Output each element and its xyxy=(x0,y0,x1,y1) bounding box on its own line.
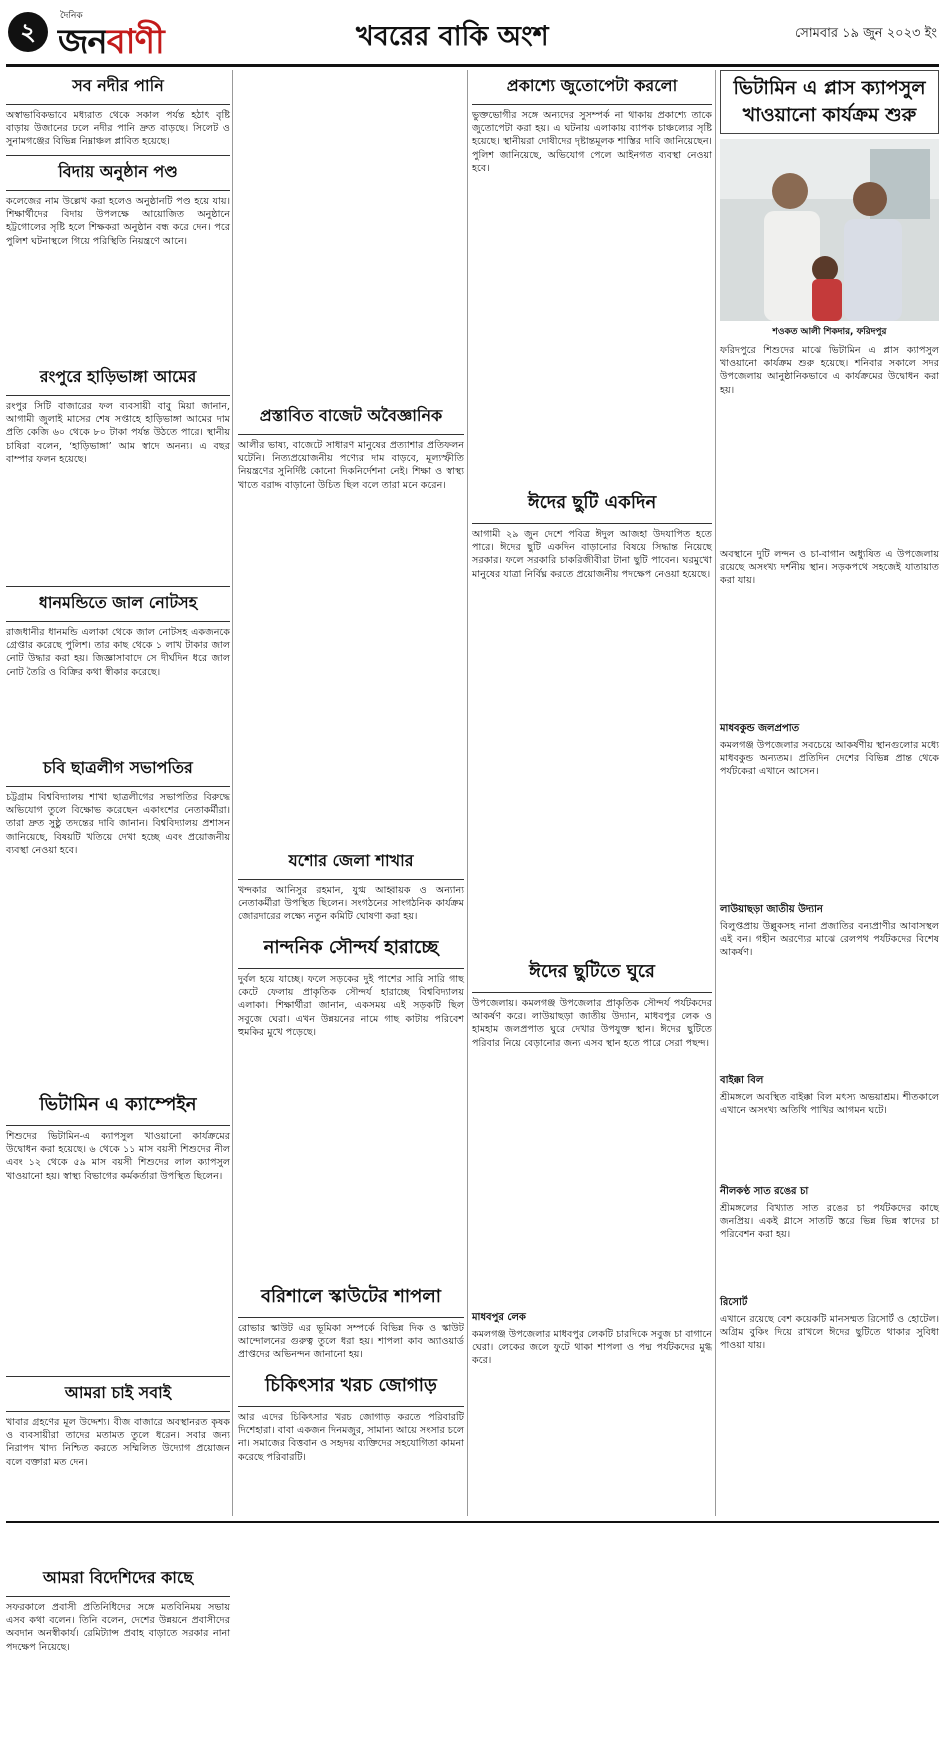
article xyxy=(238,1279,464,1362)
photo-illustration xyxy=(720,139,939,321)
article-headline[interactable]: বিদায় অনুষ্ঠান পণ্ড xyxy=(6,155,230,191)
article-body: আগামী ২৯ জুন দেশে পবিত্র ঈদুল আজহা উদযাপিত হতে পারে। ঈদের ছুটি একদিন বাড়ানোর বিষয়ে সিদ্ধান্ত নিয়েছে সরকার। ফলে সরকারি চাকরিজীবীরা টানা ছুটি পাবেন। ঘরমুখো মানুষের যাত্রা নির্বিঘ্ন করতে প্রয়োজনীয় পদক্ষেপ নেওয়া হয়েছে। xyxy=(472,529,712,580)
page-bottom-rule xyxy=(6,1521,939,1523)
issue-date: সোমবার ১৯ জুন ২০২৩ ইং xyxy=(795,26,937,41)
article-headline[interactable]: চিকিৎসার খরচ জোগাড় xyxy=(238,1368,464,1407)
article-headline[interactable]: আমরা চাই সবাই xyxy=(6,1376,230,1412)
article xyxy=(6,1087,230,1370)
article-body: রোভার স্কাউট এর ভূমিকা সম্পর্কে বিভিন্ন দিক ও স্কাউট আন্দোলনের গুরুত্ব তুলে ধরা হয়। শাপলা কাব অ্যাওয়ার্ড প্রাপ্তদের অভিনন্দন জানানো হয়। xyxy=(238,1323,464,1361)
article-headline[interactable]: ঈদের ছুটি একদিন xyxy=(472,485,712,524)
article-body: কমলগঞ্জ উপজেলার সবচেয়ে আকর্ষণীয় স্থানগুলোর মধ্যে মাধবকুন্ড অন্যতম। প্রতিদিন দেশের বিভিন্ন প্রান্ত থেকে পর্যটকেরা এখানে আসেন। xyxy=(720,740,939,778)
article-body: রাজধানীর ধানমন্ডি এলাকা থেকে জাল নোটসহ একজনকে গ্রেপ্তার করেছে পুলিশ। তার কাছ থেকে ১ লাখ টাকার জাল নোট উদ্ধার করা হয়। জিজ্ঞাসাবাদে সে দীর্ঘদিন ধরে জাল নোট তৈরি ও বিক্রির কথা স্বীকার করেছে। xyxy=(6,627,230,678)
article-headline[interactable]: যশোর জেলা শাখার xyxy=(238,845,464,880)
section-title: খবরের বাকি অংশ xyxy=(356,21,549,52)
article xyxy=(238,400,464,839)
article xyxy=(238,845,464,924)
article-headline[interactable]: আমরা বিদেশিদের কাছে xyxy=(6,1562,230,1597)
photo-caption: শওকত আলী শিকদার, ফরিদপুর xyxy=(772,327,887,337)
article-body: সফরকালে প্রবাসী প্রতিনিধিদের সঙ্গে মতবিনিময় সভায় এসব কথা বলেন। তিনি বলেন, দেশের উন্নয়নে প্রবাসীদের অবদান অনস্বীকার্য। রেমিট্যান্স প্রবাহ বাড়াতে সরকার নানা পদক্ষেপ নিয়েছে। xyxy=(6,1602,230,1653)
article-headline[interactable]: প্রস্তাবিত বাজেট অবৈজ্ঞানিক xyxy=(238,400,464,435)
column-1 xyxy=(6,70,230,1653)
column-3 xyxy=(472,70,712,1520)
page-number: ২ xyxy=(8,12,48,52)
article-body: দুর্বল হয়ে যাচ্ছে। ফলে সড়কের দুই পাশের সারি সারি গাছ কেটে ফেলায় প্রাকৃতিক সৌন্দর্য হারাচ্ছে বিশ্ববিদ্যালয় এলাকা। শিক্ষার্থীরা জানান, একসময় এই সড়কটি ছিল সবুজে ঘেরা। এখন উন্নয়নের নামে গাছ কাটায় পরিবেশ হুমকির মুখে পড়েছে। xyxy=(238,974,464,1038)
article-body: আর এদের চিকিৎসার খরচ জোগাড় করতে পরিবারটি দিশেহারা। বাবা একজন দিনমজুর, সামান্য আয়ে সংসার চলে না। সমাজের বিত্তবান ও সহৃদয় ব্যক্তিদের সহযোগিতা কামনা করেছে পরিবারটি। xyxy=(238,1412,464,1463)
logo-part-2: বাণী xyxy=(106,22,164,62)
article-body: এখানে রয়েছে বেশ কয়েকটি মানসম্মত রিসোর্ট ও হোটেল। অগ্রিম বুকিং দিয়ে রাখলে ঈদের ছুটিতে থাকার সুবিধা পাওয়া যায়। xyxy=(720,1314,939,1352)
article-body: উপজেলায়। কমলগঞ্জ উপজেলার প্রাকৃতিক সৌন্দর্য পর্যটকদের আকর্ষণ করে। লাউয়াছড়া জাতীয় উদ্যান, মাধবপুর লেক ও হামহাম জলপ্রপাত ঘুরে দেখার উপযুক্ত স্থান। ঈদের ছুটিতে পরিবার নিয়ে বেড়ানোর জন্য এসব স্থান হতে পারে সেরা পছন্দ। xyxy=(472,998,712,1049)
article-body: বিলুপ্তপ্রায় উল্লুকসহ নানা প্রজাতির বন্যপ্রাণীর আবাসস্থল এই বন। গহীন অরণ্যের মাঝে রেলপথ পর্যটকদের বিশেষ আকর্ষণ। xyxy=(720,921,939,959)
column-rule xyxy=(232,70,233,1516)
article-subhead: মাধবপুর লেক xyxy=(472,1312,526,1323)
article xyxy=(6,752,230,1081)
newspaper-logo xyxy=(58,16,164,73)
article xyxy=(472,954,712,1508)
article-subhead: রিসোর্ট xyxy=(720,1297,748,1308)
article-subhead: মাধবকুন্ড জলপ্রপাত xyxy=(720,723,800,734)
masthead xyxy=(6,4,939,67)
article xyxy=(6,586,230,746)
column-4 xyxy=(720,70,939,1520)
news-photo xyxy=(720,139,939,321)
column-rule xyxy=(715,70,716,1516)
article-body: ফরিদপুরে শিশুদের মাঝে ভিটামিন এ প্লাস ক্যাপসুল খাওয়ানো কার্যক্রম শুরু হয়েছে। শনিবার সকালে সদর উপজেলায় আনুষ্ঠানিকভাবে এ কার্যক্রমের উদ্বোধন করা হয়। xyxy=(720,345,939,396)
article xyxy=(472,70,712,479)
article-body: অস্বাভাবিকভাবে মধ্যরাত থেকে সকাল পর্যন্ত হঠাৎ বৃষ্টি বাড়ায় উজানের ঢলে নদীর পানি দ্রুত বাড়ছে। সিলেট ও সুনামগঞ্জের বিভিন্ন নিম্নাঞ্চল প্লাবিত হয়েছে। xyxy=(6,110,230,148)
article-headline[interactable]: বরিশালে স্কাউটের শাপলা xyxy=(238,1279,464,1318)
article-body: কলেজের নাম উল্লেখ করা হলেও অনুষ্ঠানটি পণ্ড হয়ে যায়। শিক্ষার্থীদের বিদায় উপলক্ষে আয়োজিত অনুষ্ঠানে হট্টগোলের সৃষ্টি হলে শিক্ষকরা অনুষ্ঠান বন্ধ করে দেন। পরে পুলিশ ঘটনাস্থলে গিয়ে পরিস্থিতি নিয়ন্ত্রণে আনে। xyxy=(6,196,230,247)
article xyxy=(6,70,230,149)
article-headline[interactable]: সব নদীর পানি xyxy=(6,70,230,105)
article-body: খন্দকার আনিসুর রহমান, যুগ্ম আহ্বায়ক ও অন্যান্য নেতাকর্মীরা উপস্থিত ছিলেন। সংগঠনের সাংগঠনিক কার্যক্রম জোরদারের লক্ষ্যে নতুন কমিটি ঘোষণা করা হয়। xyxy=(238,885,464,923)
article-body: ভুক্তভোগীর সঙ্গে অন্যদের সুসম্পর্ক না থাকায় প্রকাশ্যে তাকে জুতোপেটা করা হয়। এ ঘটনায় এলাকায় ব্যাপক চাঞ্চল্যের সৃষ্টি হয়েছে। স্থানীয়রা দোষীদের দৃষ্টান্তমূলক শাস্তির দাবি জানিয়েছেন। পুলিশ জানিয়েছে, অভিযোগ পেলে আইনগত ব্যবস্থা নেওয়া হবে। xyxy=(472,110,712,174)
feature-headline[interactable]: ভিটামিন এ প্লাস ক্যাপসুল খাওয়ানো কার্যক্রম শুরু xyxy=(720,70,939,134)
article-body: রংপুর সিটি বাজারের ফল ব্যবসায়ী বাবু মিয়া জানান, আগামী জুলাই মাসের শেষ সপ্তাহে হাড়িভাঙ্গা আমের দাম প্রতি কেজি ৬০ থেকে ৮০ টাকা পর্যন্ত উঠতে পারে। স্থানীয় চাষিরা বলেন, ‘হাড়িভাঙ্গা’ আম স্বাদে অনন্য। এ বছর বাম্পার ফলন হয়েছে। xyxy=(6,401,230,465)
article xyxy=(6,1562,230,1741)
article-headline[interactable]: রংপুরে হাড়িভাঙ্গা আমের xyxy=(6,361,230,396)
article xyxy=(6,1376,230,1556)
article xyxy=(6,155,230,355)
article-headline[interactable]: ঈদের ছুটিতে ঘুরে xyxy=(472,954,712,993)
article-headline[interactable]: চবি ছাত্রলীগ সভাপতির xyxy=(6,752,230,787)
article xyxy=(238,930,464,1273)
daily-label: দৈনিক xyxy=(60,11,83,21)
column-2 xyxy=(238,70,464,1520)
article-body: কমলগঞ্জ উপজেলার মাধবপুর লেকটি চারদিকে সবুজ চা বাগানে ঘেরা। লেকের জলে ফুটে থাকা শাপলা ও পদ্ম পর্যটকদের মুগ্ধ করে। xyxy=(472,1329,712,1367)
article-headline[interactable]: ধানমন্ডিতে জাল নোটসহ xyxy=(6,586,230,622)
article-headline[interactable]: ভিটামিন এ ক্যাম্পেইন xyxy=(6,1087,230,1126)
article-headline[interactable]: নান্দনিক সৌন্দর্য হারাচ্ছে xyxy=(238,930,464,969)
article-body: খাবার গ্রহণের মূল উদ্দেশ্য। বীজ বাজারে অবস্থানরত কৃষক ও ব্যবসায়ীরা তাদের মতামত তুলে ধরেন। সবার জন্য নিরাপদ খাদ্য নিশ্চিত করতে সম্মিলিত উদ্যোগ প্রয়োজন বলে বক্তারা মত দেন। xyxy=(6,1417,230,1468)
article-body: চট্টগ্রাম বিশ্ববিদ্যালয় শাখা ছাত্রলীগের সভাপতির বিরুদ্ধে অভিযোগ তুলে বিক্ষোভ করেছেন একাংশের নেতাকর্মীরা। তারা দ্রুত সুষ্ঠু তদন্তের দাবি জানান। বিশ্ববিদ্যালয় প্রশাসন জানিয়েছে, বিষয়টি খতিয়ে দেখা হচ্ছে এবং প্রয়োজনীয় ব্যবস্থা নেওয়া হবে। xyxy=(6,792,230,856)
article-body: শ্রীমঙ্গলের বিখ্যাত সাত রঙের চা পর্যটকদের কাছে জনপ্রিয়। একই গ্লাসে সাতটি স্তরে ভিন্ন ভিন্ন স্বাদের চা পরিবেশন করা হয়। xyxy=(720,1203,939,1241)
article-subhead: বাইক্কা বিল xyxy=(720,1075,764,1086)
article-subhead: লাউয়াছড়া জাতীয় উদ্যান xyxy=(720,904,823,915)
article xyxy=(238,1368,464,1611)
article-subhead: নীলকণ্ঠ সাত রঙের চা xyxy=(720,1186,809,1197)
column-rule xyxy=(467,70,468,1516)
article-body: শিশুদের ভিটামিন-এ ক্যাপসুল খাওয়ানো কার্যক্রমের উদ্বোধন করা হয়েছে। ৬ থেকে ১১ মাস বয়সী শিশুদের নীল এবং ১২ থেকে ৫৯ মাস বয়সী শিশুদের লাল ক্যাপসুল খাওয়ানো হয়। স্বাস্থ্য বিভাগের কর্মকর্তারা উপস্থিত ছিলেন। xyxy=(6,1131,230,1182)
article xyxy=(6,361,230,580)
article-body: শ্রীমঙ্গলে অবস্থিত বাইক্কা বিল মৎস্য অভয়াশ্রম। শীতকালে এখানে অসংখ্য অতিথি পাখির আগমন ঘটে। xyxy=(720,1092,939,1117)
article-body: অবস্থানে দুটি লন্দন ও চা-বাগান অধ্যুষিত এ উপজেলায় রয়েছে অসংখ্য দর্শনীয় স্থান। সড়কপথে সহজেই যাতায়াত করা যায়। xyxy=(720,549,939,587)
article-headline[interactable]: প্রকাশ্যে জুতোপেটা করলো xyxy=(472,70,712,105)
logo-part-1: জন xyxy=(58,22,107,62)
article-body: আলীর ভাষ্য, বাজেটে সাধারণ মানুষের প্রত্যাশার প্রতিফলন ঘটেনি। নিত্যপ্রয়োজনীয় পণ্যের দাম বাড়বে, মূল্যস্ফীতি নিয়ন্ত্রণের সুনির্দিষ্ট কোনো দিকনির্দেশনা নেই। শিক্ষা ও স্বাস্থ্য খাতে বরাদ্দ বাড়ানো উচিত ছিল বলে তারা মনে করেন। xyxy=(238,440,464,491)
article xyxy=(472,485,712,948)
